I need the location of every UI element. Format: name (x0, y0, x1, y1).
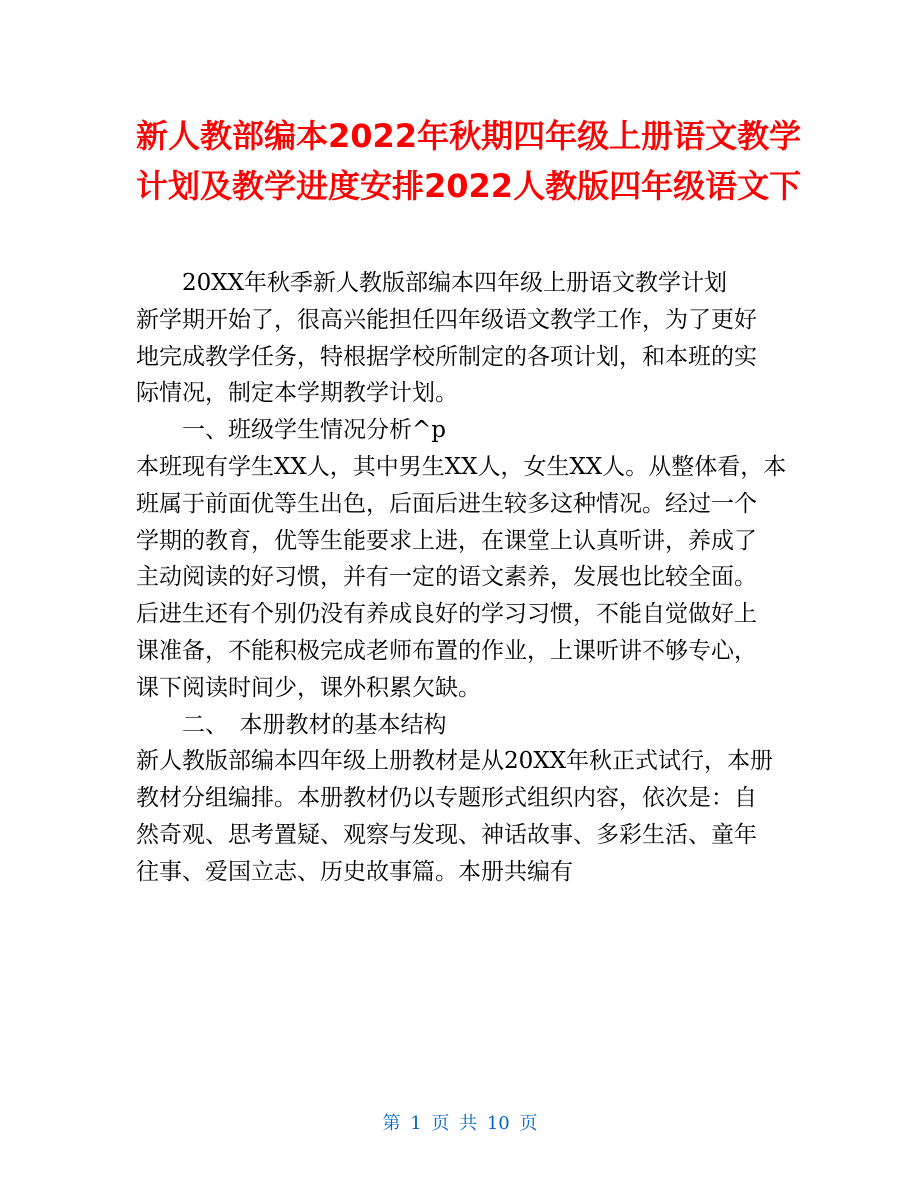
intro-line-1: 新学期开始了，很高兴能担任四年级语文教学工作，为了更好 (136, 306, 757, 333)
page-number-label: 第 1 页 共 10 页 (382, 1113, 538, 1134)
plan-heading: 20XX年秋季新人教版部编本四年级上册语文教学计划 (182, 270, 728, 296)
section-1-line-2: 班属于前面优等生出色，后面后进生较多这种情况。经过一个 (136, 490, 757, 517)
section-2-line-4: 往事、爱国立志、历史故事篇。本册共编有 (136, 858, 573, 885)
section-1-line-1: 本班现有学生XX人，其中男生XX人，女生XX人。从整体看，本 (136, 453, 787, 480)
title-line-2: 计划及教学进度安排2022人教版四年级语文下 (136, 167, 802, 205)
section-1-line-5: 后进生还有个别仍没有养成良好的学习习惯，不能自觉做好上 (136, 601, 757, 628)
section-2-line-2: 教材分组编排。本册教材仍以专题形式组织内容，依次是：自 (136, 785, 757, 812)
document-title (136, 111, 802, 211)
section-2-line-3: 然奇观、思考置疑、观察与发现、神话故事、多彩生活、童年 (136, 821, 757, 848)
section-2-line-1: 新人教版部编本四年级上册教材是从20XX年秋正式试行，本册 (136, 748, 774, 775)
page-footer (0, 1112, 920, 1136)
intro-line-2: 地完成教学任务，特根据学校所制定的各项计划，和本班的实 (136, 343, 757, 370)
section-heading-1: 一、班级学生情况分析^p (182, 417, 446, 444)
title-line-1: 新人教部编本2022年秋期四年级上册语文教学 (136, 117, 802, 155)
document-body (136, 265, 786, 891)
section-1-line-6: 课准备，不能积极完成老师布置的作业，上课听讲不够专心， (136, 637, 757, 664)
section-1-line-4: 主动阅读的好习惯，并有一定的语文素养，发展也比较全面。 (136, 564, 757, 591)
section-1-line-3: 学期的教育，优等生能要求上进，在课堂上认真听讲，养成了 (136, 527, 757, 554)
section-heading-2: 二、 本册教材的基本结构 (182, 711, 447, 738)
section-1-line-7: 课下阅读时间少，课外积累欠缺。 (136, 674, 481, 701)
intro-line-3: 际情况，制定本学期教学计划。 (136, 380, 458, 407)
